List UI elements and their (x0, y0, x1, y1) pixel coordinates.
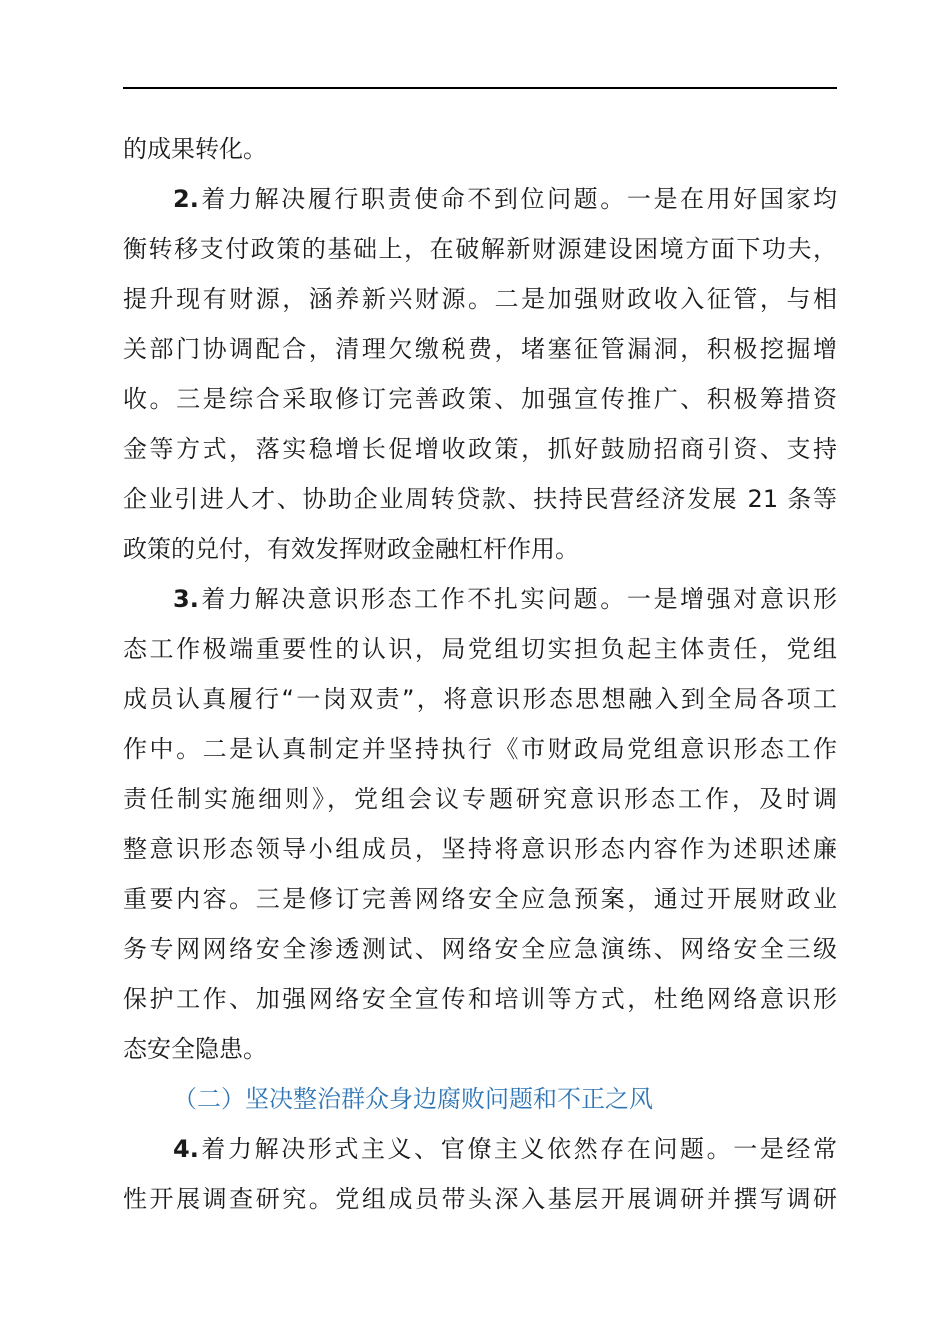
text-line: 态安全隐患。 (123, 1035, 267, 1063)
text-line: 作中。二是认真制定并坚持执行《市财政局党组意识形态工作 (123, 735, 837, 763)
text-line (123, 1124, 837, 1174)
text-line (123, 574, 837, 624)
document-body (123, 124, 837, 1224)
text-line: 关部门协调配合，清理欠缴税费，堵塞征管漏洞，积极挖掘增 (123, 335, 837, 363)
text-line: 性开展调查研究。党组成员带头深入基层开展调研并撰写调研 (123, 1185, 837, 1213)
text-line: 务专网网络安全渗透测试、网络安全应急演练、网络安全三级 (123, 935, 837, 963)
item-lead-text: 着力解决形式主义、官僚主义依然存在问题。一是经常 (198, 1135, 837, 1163)
text-line: 重要内容。三是修订完善网络安全应急预案，通过开展财政业 (123, 885, 837, 913)
item-number: 4. (173, 1135, 199, 1163)
text-line: 金等方式，落实稳增长促增收政策，抓好鼓励招商引资、支持 (123, 435, 837, 463)
text-line: 企业引进人才、协助企业周转贷款、扶持民营经济发展 21 条等 (123, 485, 837, 513)
text-line: 态工作极端重要性的认识，局党组切实担负起主体责任，党组 (123, 635, 837, 663)
item-lead-text: 着力解决意识形态工作不扎实问题。一是增强对意识形 (198, 585, 837, 613)
text-line: 政策的兑付，有效发挥财政金融杠杆作用。 (123, 535, 579, 563)
item-number: 3. (173, 585, 199, 613)
text-line: 保护工作、加强网络安全宣传和培训等方式，杜绝网络意识形 (123, 985, 837, 1013)
text-line: 责任制实施细则》，党组会议专题研究意识形态工作，及时调 (123, 785, 837, 813)
item-lead-text: 着力解决履行职责使命不到位问题。一是在用好国家均 (198, 185, 837, 213)
text-line: 的成果转化。 (123, 135, 267, 163)
item-number: 2. (173, 185, 199, 213)
header-rule (123, 87, 837, 89)
text-line: 整意识形态领导小组成员，坚持将意识形态内容作为述职述廉 (123, 835, 837, 863)
text-line: 成员认真履行“一岗双责”，将意识形态思想融入到全局各项工 (123, 685, 837, 713)
text-line: 衡转移支付政策的基础上，在破解新财源建设困境方面下功夫， (123, 235, 837, 263)
section-subheading: （二）坚决整治群众身边腐败问题和不正之风 (173, 1085, 653, 1113)
text-line: 提升现有财源，涵养新兴财源。二是加强财政收入征管，与相 (123, 285, 837, 313)
text-line (123, 174, 837, 224)
text-line: 收。三是综合采取修订完善政策、加强宣传推广、积极筹措资 (123, 385, 837, 413)
